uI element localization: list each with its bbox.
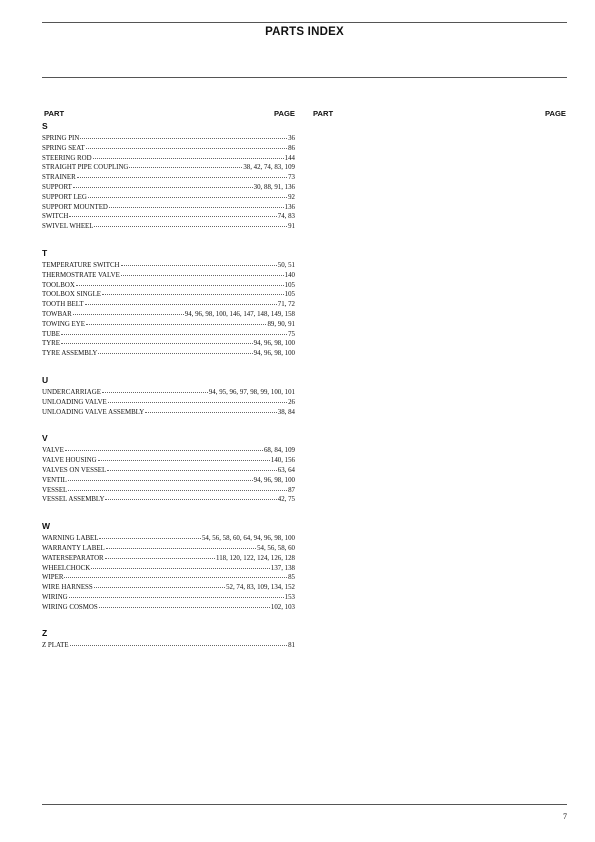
part-name: TEMPERATURE SWITCH	[42, 261, 120, 269]
index-entry	[42, 408, 295, 418]
dot-leader	[64, 572, 287, 578]
part-name: VALVE	[42, 447, 64, 455]
dot-leader	[86, 143, 287, 149]
dot-leader	[69, 211, 276, 217]
index-entry	[42, 641, 295, 651]
top-rule	[42, 22, 567, 23]
left-page-heading: PAGE	[274, 109, 295, 118]
page-refs: 42, 75	[277, 496, 295, 504]
page-refs: 63, 64	[277, 466, 295, 474]
page-refs: 73	[288, 174, 295, 182]
page-refs: 140, 156	[270, 457, 295, 465]
page-refs: 140	[284, 271, 295, 279]
page-refs: 26	[288, 398, 295, 406]
index-group	[42, 375, 295, 417]
dot-leader	[108, 397, 287, 403]
page-refs: 92	[288, 193, 295, 201]
page-refs: 50, 51	[277, 261, 295, 269]
part-name: TOOTH BELT	[42, 301, 84, 309]
dot-leader	[77, 172, 287, 178]
part-name: SWITCH	[42, 213, 69, 221]
dot-leader	[80, 133, 287, 139]
page-refs: 118, 120, 122, 124, 126, 128	[216, 554, 295, 562]
page-refs: 75	[288, 330, 295, 338]
part-name: VALVE HOUSING	[42, 457, 97, 465]
index-entry	[42, 349, 295, 359]
dot-leader	[129, 162, 242, 168]
index-entries-left	[42, 121, 295, 667]
dot-leader	[61, 338, 253, 344]
dot-leader	[102, 387, 208, 393]
page-refs: 86	[288, 144, 295, 152]
dot-leader	[98, 348, 252, 354]
part-name: VALVES ON VESSEL	[42, 466, 107, 474]
dot-leader	[105, 494, 276, 500]
page-refs: 144	[284, 154, 295, 162]
part-name: STRAIGHT PIPE COUPLING	[42, 164, 129, 172]
dot-leader	[65, 445, 263, 451]
page-refs: 30, 88, 91, 136	[253, 183, 295, 191]
index-group	[42, 248, 295, 359]
dot-leader	[94, 582, 225, 588]
right-column-header	[313, 109, 566, 121]
dot-leader	[76, 280, 284, 286]
dot-leader	[145, 407, 277, 413]
dot-leader	[107, 465, 277, 471]
part-name: WHEELCHOCK	[42, 564, 91, 572]
page-refs: 89, 90, 91	[267, 320, 295, 328]
right-part-heading: PART	[313, 109, 334, 118]
page-refs: 153	[284, 593, 295, 601]
dot-leader	[109, 202, 284, 208]
page-refs: 91	[288, 223, 295, 231]
part-name: TOWBAR	[42, 310, 72, 318]
dot-leader	[99, 602, 270, 608]
dot-leader	[93, 153, 284, 159]
page-refs: 136	[284, 203, 295, 211]
part-name: VENTIL	[42, 476, 67, 484]
left-part-heading: PART	[44, 109, 65, 118]
page-refs: 94, 96, 98, 100	[253, 340, 295, 348]
page-refs: 38, 42, 74, 83, 109	[243, 164, 295, 172]
left-column-header	[44, 109, 295, 121]
page-number: 7	[563, 812, 567, 821]
part-name: SUPPORT	[42, 183, 72, 191]
dot-leader	[99, 533, 201, 539]
index-group	[42, 628, 295, 651]
part-name: WARNING LABEL	[42, 535, 99, 543]
part-name: VESSEL ASSEMBLY	[42, 496, 105, 504]
part-name: SUPPORT MOUNTED	[42, 203, 108, 211]
page-refs: 85	[288, 574, 295, 582]
part-name: TOOLBOX	[42, 281, 75, 289]
index-group	[42, 121, 295, 232]
section-letter: T	[42, 247, 48, 258]
part-name: WIRE HARNESS	[42, 584, 93, 592]
dot-leader	[85, 299, 277, 305]
part-name: SPRING SEAT	[42, 144, 85, 152]
index-group	[42, 433, 295, 505]
part-name: STRAINER	[42, 174, 76, 182]
part-name: WIRING COSMOS	[42, 603, 98, 611]
dot-leader	[94, 221, 287, 227]
dot-leader	[91, 563, 270, 569]
dot-leader	[86, 319, 267, 325]
part-name: TOWING EYE	[42, 320, 85, 328]
page-refs: 71, 72	[277, 301, 295, 309]
part-name: Z PLATE	[42, 642, 69, 650]
page-refs: 137, 138	[270, 564, 295, 572]
index-entry	[42, 603, 295, 613]
dot-leader	[121, 270, 284, 276]
part-name: VESSEL	[42, 486, 68, 494]
dot-leader	[106, 543, 256, 549]
page-refs: 74, 83	[277, 213, 295, 221]
index-entry	[42, 222, 295, 232]
page-refs: 81	[288, 642, 295, 650]
page-refs: 94, 96, 98, 100	[253, 476, 295, 484]
dot-leader	[70, 640, 288, 646]
dot-leader	[105, 553, 215, 559]
page-refs: 102, 103	[270, 603, 295, 611]
dot-leader	[68, 485, 287, 491]
section-letter: Z	[42, 628, 48, 639]
header-rule	[42, 77, 567, 78]
part-name: UNLOADING VALVE ASSEMBLY	[42, 408, 145, 416]
dot-leader	[73, 182, 253, 188]
dot-leader	[98, 455, 270, 461]
part-name: THERMOSTRATE VALVE	[42, 271, 120, 279]
page-refs: 87	[288, 486, 295, 494]
page-refs: 105	[284, 281, 295, 289]
right-page-heading: PAGE	[545, 109, 566, 118]
section-letter: U	[42, 374, 49, 385]
page-refs: 94, 95, 96, 97, 98, 99, 100, 101	[208, 388, 295, 396]
section-letter: W	[42, 521, 51, 532]
part-name: TUBE	[42, 330, 60, 338]
page-refs: 52, 74, 83, 109, 134, 152	[226, 584, 295, 592]
part-name: TOOLBOX SINGLE	[42, 291, 102, 299]
index-group	[42, 521, 295, 612]
part-name: UNDERCARRIAGE	[42, 388, 101, 396]
part-name: TYRE ASSEMBLY	[42, 350, 98, 358]
dot-leader	[88, 192, 287, 198]
page-refs: 36	[288, 135, 295, 142]
section-letter: S	[42, 121, 48, 131]
dot-leader	[68, 475, 253, 481]
part-name: SWIVEL WHEEL	[42, 223, 94, 231]
page-refs: 68, 84, 109	[263, 447, 295, 455]
part-name: TYRE	[42, 340, 60, 348]
page-title: PARTS INDEX	[265, 26, 344, 38]
dot-leader	[73, 309, 184, 315]
part-name: WIPER	[42, 574, 64, 582]
page-refs: 38, 84	[277, 408, 295, 416]
section-letter: V	[42, 433, 48, 444]
part-name: WIRING	[42, 593, 68, 601]
part-name: STEERING ROD	[42, 154, 92, 162]
footer-rule	[42, 804, 567, 805]
part-name: WATERSEPARATOR	[42, 554, 104, 562]
page-refs: 54, 56, 58, 60, 64, 94, 96, 98, 100	[201, 535, 295, 543]
part-name: SUPPORT LEG	[42, 193, 87, 201]
page-refs: 54, 56, 58, 60	[257, 544, 295, 552]
dot-leader	[69, 592, 284, 598]
page-refs: 105	[284, 291, 295, 299]
page-refs: 94, 96, 98, 100	[253, 350, 295, 358]
part-name: SPRING PIN	[42, 135, 80, 142]
part-name: UNLOADING VALVE	[42, 398, 107, 406]
part-name: WARRANTY LABEL	[42, 544, 105, 552]
page-refs: 94, 96, 98, 100, 146, 147, 148, 149, 158	[184, 310, 295, 318]
dot-leader	[61, 329, 287, 335]
dot-leader	[121, 260, 277, 266]
index-entry	[42, 495, 295, 505]
dot-leader	[102, 289, 284, 295]
